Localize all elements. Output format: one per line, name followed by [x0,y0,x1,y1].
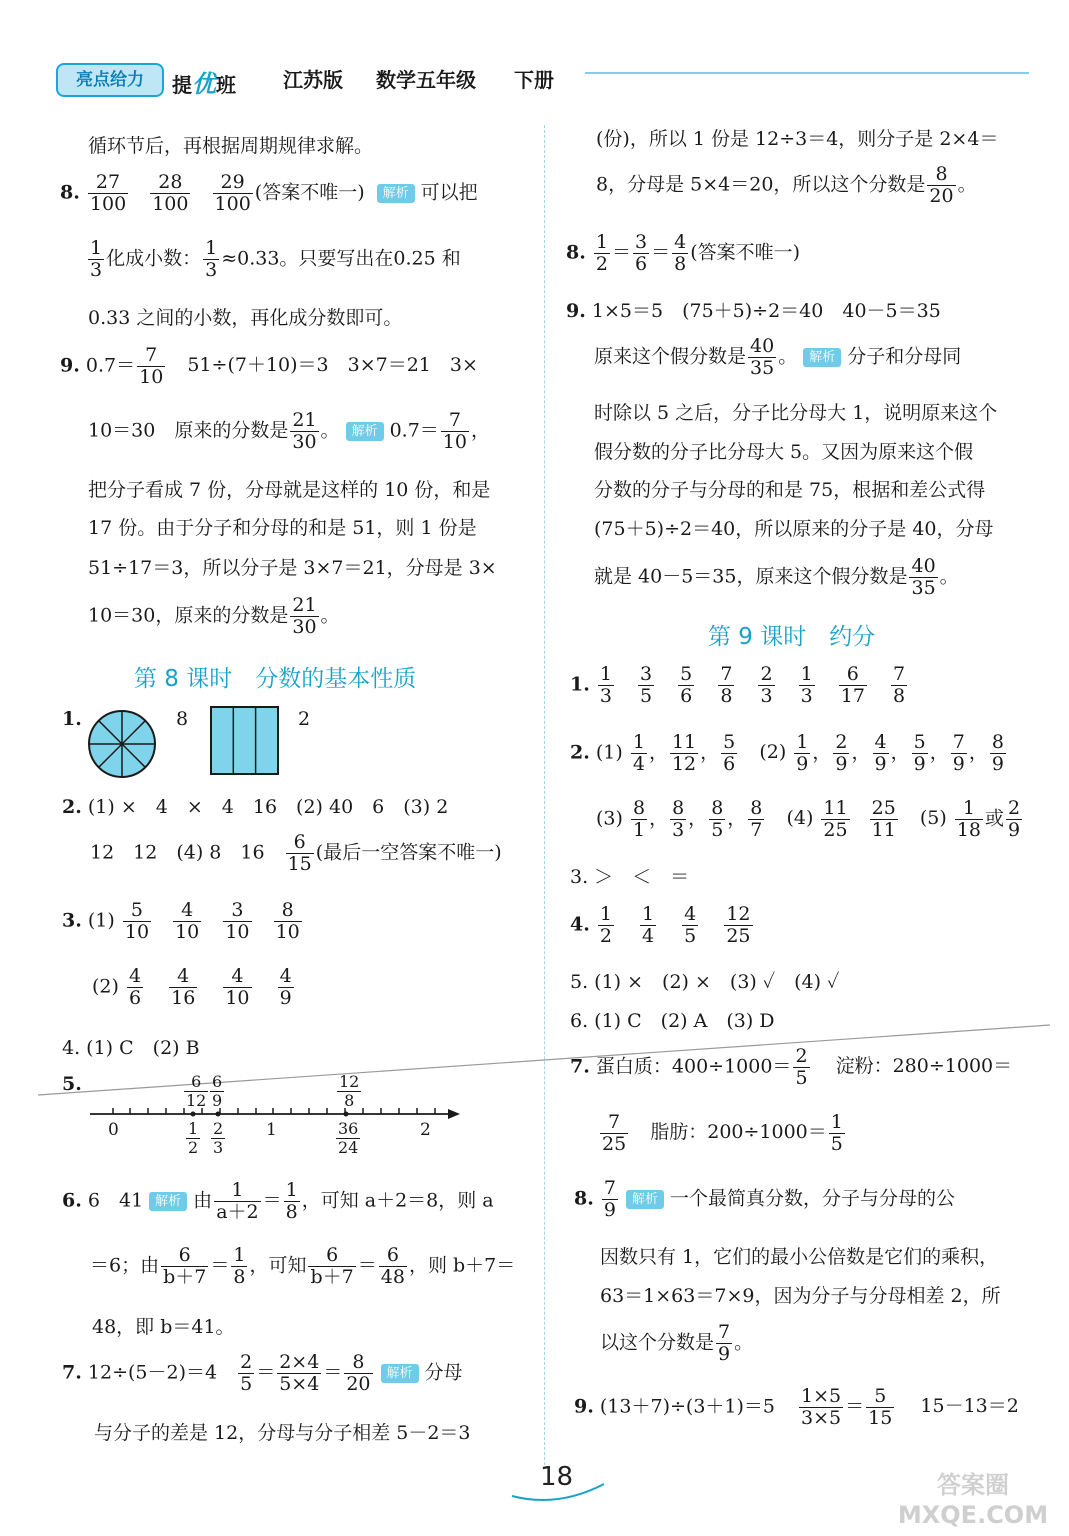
nl-tick-0: 0 [108,1120,119,1140]
fraction: $\frac{29}{100}$ [214,171,251,215]
header-rule [585,72,1029,74]
t7-line2: $\frac{7}{25}$ 脂肪：200÷1000＝ $\frac{1}{5}$ [602,1111,843,1155]
left-q8-line2: $\frac{1}{3}$ 化成小数： $\frac{1}{3}$ ≈0.33。只要写出在0.25 和 [90,237,461,281]
left-line-1: 循环节后，再根据周期规律求解。 [88,135,374,157]
s1-number: 1. [62,708,82,730]
right-line-1: (份)，所以 1 份是 12÷3＝4，则分子是 2×4＝ [596,128,999,150]
analysis-tag: 解析 [381,1364,419,1383]
section-title-8: 第 8 课时 分数的基本性质 [134,666,417,692]
s4-line: 4. (1) C (2) B [62,1037,200,1059]
right-q9-line2: 原来这个假分数是 $\frac{40}{35}$ 。 解析 分子和分母同 [594,335,962,379]
left-q9-line6: 10＝30，原来的分数是 $\frac{21}{30}$ 。 [88,594,340,638]
nl-top-label: $\frac{12}{8}$ [339,1072,360,1110]
fraction: $\frac{27}{100}$ [89,171,127,215]
t5-line: 5. (1) × (2) × (3) ✓ (4) ✓ [570,971,840,993]
s3-line1: 3. (1) $\frac{5}{10}$ $\frac{4}{10}$ $\frac{3}{10}$ $\frac{8}{10}$ [62,899,300,943]
brand-badge: 亮点给力 [56,63,164,97]
nl-top-label: $\frac{6}{12}$ [186,1072,207,1110]
t1-line: 1. $\frac{1}{3}$ $\frac{3}{5}$ $\frac{5}{6}$ $\frac{7}{8}$ $\frac{2}{3}$ $\frac{1}{3}$ $\frac{6}{17}$ $\frac{7}{8}$ [570,663,906,707]
nl-tick-1: 1 [266,1120,277,1140]
section-title-9: 第 9 课时 约分 [708,624,876,650]
s7-line1: 7. 12÷(5－2)＝4 $\frac{2}{5}$ ＝ $\frac{2\times 4}{5\times 4}$ ＝ $\frac{8}{20}$ 解析 分母 [62,1351,463,1395]
t3-line: 3. ＞ ＜ ＝ [570,866,690,888]
column-divider [544,125,545,1465]
s2-line1: 2. (1) × 4 × 4 16 (2) 40 6 (3) 2 [62,796,449,818]
right-line-2: 8，分母是 5×4＝20，所以这个分数是 $\frac{8}{20}$ 。 [596,163,977,207]
nl-tick-2: 2 [420,1120,431,1140]
brand-char-highlight: 优 [192,70,216,98]
left-q8-line3: 0.33 之间的小数，再化成分数即可。 [88,307,403,329]
brand-char: 班 [216,73,236,97]
t8-line3: 63＝1×63＝7×9，因为分子与分母相差 2，所 [600,1285,1001,1307]
t2-line1: 2. (1) $\frac{1}{4}$ ， $\frac{11}{12}$ ， $\frac{5}{6}$ (2) $\frac{1}{9}$ ， $\frac{2}{9}$ ， $\frac{4}{9}$ ， $\frac{5}{9}$ ， $\frac{7}{9}$ ， $\frac{8}{9}$ [570,731,1004,775]
rectangle-divided-3 [210,706,280,776]
fraction: $\frac{28}{100}$ [152,171,189,215]
t8-line1: 8. $\frac{7}{9}$ 解析 一个最简真分数，分子与分母的公 [574,1177,956,1221]
right-q9-line3: 时除以 5 之后，分子比分母大 1，说明原来这个 [594,402,998,424]
right-question-8: 8. $\frac{1}{2}$ ＝ $\frac{3}{6}$ ＝ $\frac{4}{8}$ (答案不唯一) [566,231,801,275]
s7-line2: 与分子的差是 12，分母与分子相差 5－2＝3 [94,1422,471,1444]
t2-line2: (3) $\frac{8}{1}$ ， $\frac{8}{3}$ ， $\frac{8}{5}$ ， $\frac{8}{7}$ (4) $\frac{11}{25}$ $\frac{25}{11}$ (5) $\frac{1}{18}$ 或 $\frac{2}{9}$ [596,797,1021,841]
right-question-9: 9. 1×5＝5 (75＋5)÷2＝40 40－5＝35 [566,300,941,322]
s6-line2: ＝6；由 $\frac{6}{b+7}$ ＝ $\frac{1}{8}$ ，可知 $\frac{6}{b+7}$ ＝ $\frac{6}{48}$ ，则 b＋7＝ [90,1244,516,1288]
right-q9-line6: (75＋5)÷2＝40，所以原来的分子是 40，分母 [594,518,994,540]
left-q9-line3: 把分子看成 7 份，分母就是这样的 10 份，和是 [88,479,491,501]
t8-line4: 以这个分数是 $\frac{7}{9}$ 。 [600,1321,754,1365]
s6-line3: 48，即 b＝41。 [92,1316,235,1338]
t4-line: 4. $\frac{1}{2}$ $\frac{1}{4}$ $\frac{4}{5}$ $\frac{12}{25}$ [570,903,751,947]
analysis-tag: 解析 [377,184,415,203]
analysis-tag: 解析 [346,422,384,441]
analysis-tag: 解析 [803,348,841,367]
watermark: 答案圈 MXQE.COM [897,1471,1049,1529]
right-q9-line7: 就是 40－5＝35，原来这个假分数是 $\frac{40}{35}$ 。 [594,555,959,599]
s1-answer-a: 8 [176,708,189,730]
t6-line: 6. (1) C (2) A (3) D [570,1010,775,1032]
left-question-8: 8. $\frac{27}{100}$ $\frac{28}{100}$ $\frac{29}{100}$ (答案不唯一) 解析 可以把 [60,171,478,215]
analysis-tag: 解析 [626,1190,664,1209]
right-q9-line5: 分数的分子与分母的和是 75，根据和差公式得 [594,479,986,501]
nl-top-label: $\frac{6}{9}$ [212,1072,223,1110]
s2-line2: 12 12 (4) 8 16 $\frac{6}{15}$ (最后一空答案不唯一) [90,831,502,875]
nl-bottom-label: $\frac{36}{24}$ [338,1119,359,1157]
left-q9-line5: 51÷17＝3，所以分子是 3×7＝21，分母是 3× [88,557,497,579]
circle-divided-8 [86,708,158,780]
volume: 下册 [514,68,554,92]
right-q9-line4: 假分数的分子比分母大 5。又因为原来这个假 [594,441,974,463]
edition: 江苏版 [283,68,343,92]
s6-line1: 6. 6 41 解析 由 $\frac{1}{a+2}$ ＝ $\frac{1}{8}$ ，可知 a＋2＝8，则 a [62,1179,494,1223]
t8-line2: 因数只有 1，它们的最小公倍数是它们的乘积， [600,1246,999,1268]
number-line [88,1104,468,1124]
left-question-9: 9. 0.7＝ $\frac{7}{10}$ 51÷(7＋10)＝3 3×7＝21 3× [60,344,478,388]
nl-bottom-label: $\frac{1}{2}$ [188,1119,199,1157]
brand-title [172,64,236,99]
s5-number: 5. [62,1073,82,1095]
t7-line1: 7. 蛋白质：400÷1000＝ $\frac{2}{5}$ 淀粉：280÷1000＝ [570,1045,1013,1089]
page-number: 18 [540,1462,574,1492]
nl-bottom-label: $\frac{2}{3}$ [213,1119,224,1157]
analysis-tag: 解析 [149,1192,187,1211]
t9-line: 9. (13＋7)÷(3＋1)＝5 $\frac{1\times 5}{3\times 5}$ ＝ $\frac{5}{15}$ 15－13＝2 [574,1385,1019,1429]
s3-line2: (2) $\frac{4}{6}$ $\frac{4}{16}$ $\frac{4}{10}$ $\frac{4}{9}$ [92,965,292,1009]
brand-char: 提 [172,73,192,97]
left-q9-line4: 17 份。由于分子和分母的和是 51，则 1 份是 [88,517,477,539]
subject: 数学五年级 [376,68,476,92]
left-q9-line2: 10＝30 原来的分数是 $\frac{21}{30}$ 。 解析 0.7＝ $\frac{7}{10}$ ， [88,409,490,453]
s1-answer-b: 2 [298,708,311,730]
